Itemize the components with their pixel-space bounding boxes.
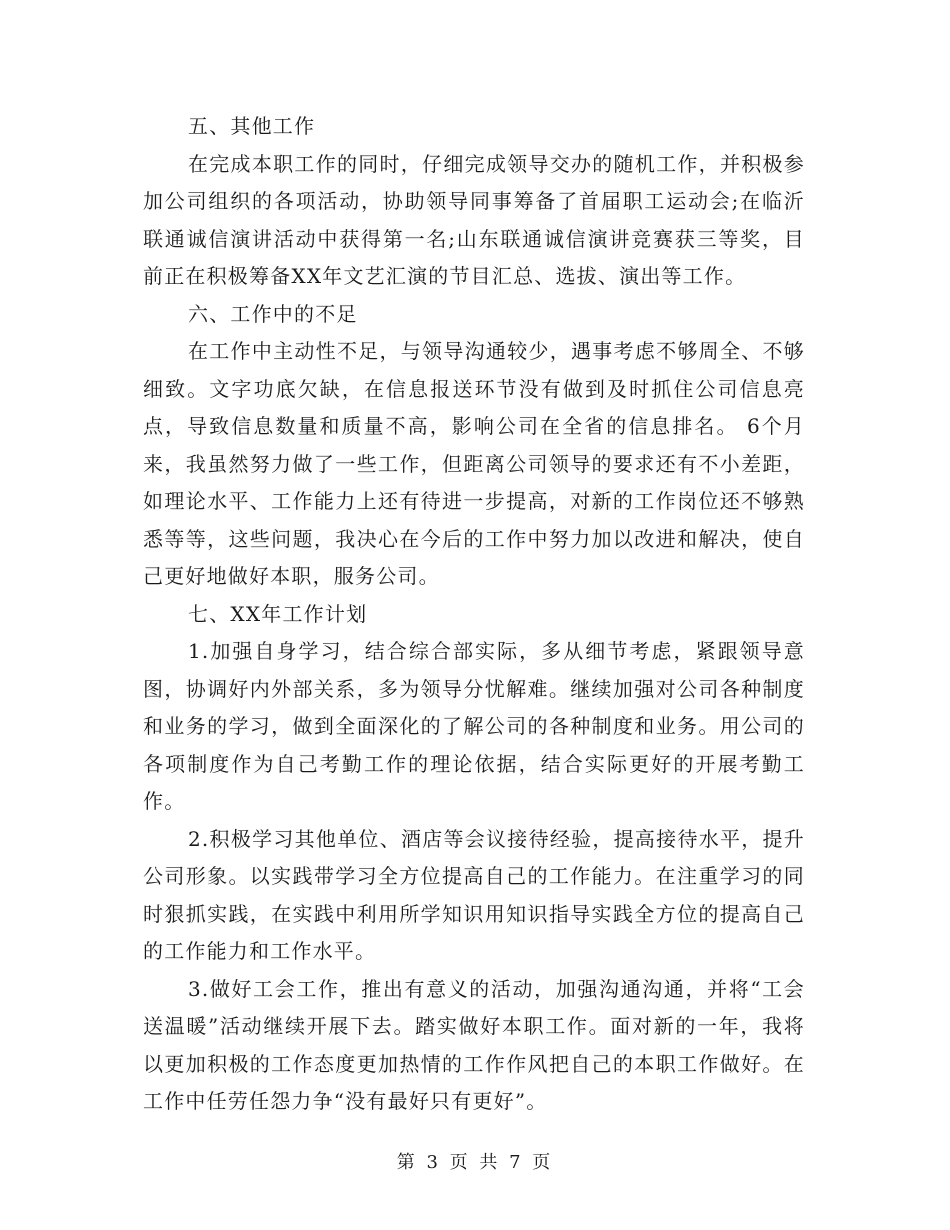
paragraph-plan-item-3: 3.做好工会工作，推出有意义的活动，加强沟通沟通，并将“工会送温暖”活动继续开展下去。踏实做好本职工作。面对新的一年，我将以更加积极的工作态度更加热情的工作作风把自己的本职工作做好。在工作中任劳任怨力争“没有最好只有更好”。: [143, 976, 805, 1113]
section-heading-work-plan: 七、XX年工作计划: [188, 601, 368, 626]
paragraph-other-work: 在完成本职工作的同时，仔细完成领导交办的随机工作，并积极参加公司组织的各项活动，协助领导同事筹备了首届职工运动会;在临沂联通诚信演讲活动中获得第一名;山东联通诚信演讲竞赛获三等奖，目前正在积极筹备XX年文艺汇演的节目汇总、选拔、演出等工作。: [143, 151, 805, 288]
section-heading-other-work: 五、其他工作: [188, 114, 316, 138]
document-body: [143, 108, 805, 1121]
paragraph-plan-item-2: 2.积极学习其他单位、酒店等会议接待经验，提高接待水平，提升公司形象。以实践带学习全方位提高自己的工作能力。在注重学习的同时狠抓实践，在实践中利用所学知识用知识指导实践全方位的提高自己的工作能力和工作水平。: [143, 826, 805, 963]
section-heading-shortcomings: 六、工作中的不足: [188, 301, 358, 326]
page-number-footer: 第 3 页 共 7 页: [396, 1152, 554, 1173]
paragraph-shortcomings: 在工作中主动性不足，与领导沟通较少，遇事考虑不够周全、不够细致。文字功底欠缺，在信息报送环节没有做到及时抓住公司信息亮点，导致信息数量和质量不高，影响公司在全省的信息排名。 6个月来，我虽然努力做了一些工作，但距离公司领导的要求还有不小差距，如理论水平、工作能力上还有待进一步提高，对新的工作岗位还不够熟悉等等，这些问题，我决心在今后的工作中努力加以改进和解决，使自己更好地做好本职，服务公司。: [143, 339, 805, 588]
paragraph-plan-item-1: 1.加强自身学习，结合综合部实际，多从细节考虑，紧跟领导意图，协调好内外部关系，多为领导分忧解难。继续加强对公司各种制度和业务的学习，做到全面深化的了解公司的各种制度和业务。用公司的各项制度作为自己考勤工作的理论依据，结合实际更好的开展考勤工作。: [143, 639, 805, 813]
